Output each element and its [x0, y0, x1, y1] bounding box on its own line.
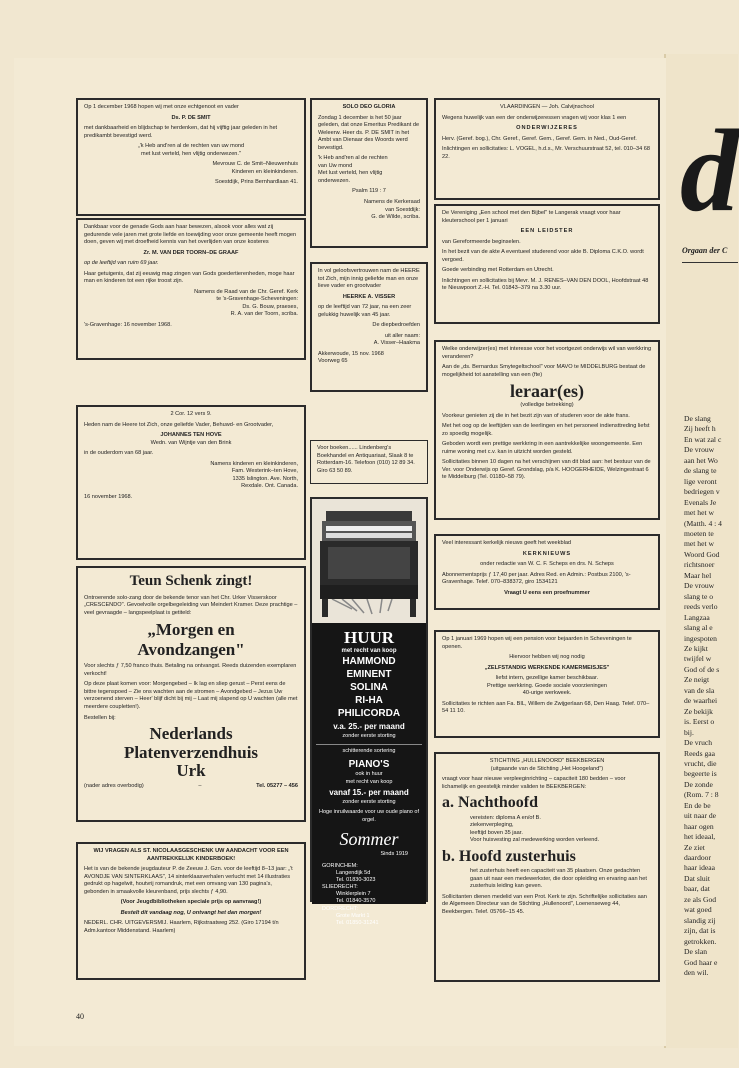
ad5-intro: In vol geloofsvertrouwen nam de HEERE tot Zich, mijn innig geliefde man en onze lieve vader en grootvader [318, 268, 420, 290]
facing-page-line: De vruch [684, 738, 713, 748]
facing-page-line: Ze ziet [684, 842, 705, 852]
ad4-name: Zr. M. VAN DER TOORN–DE GRAAF [143, 249, 239, 256]
ad13-line-2: Prettige werkkring. Goede sociale voorzieningen [486, 682, 608, 689]
ad11-addr-9: Tel. 01850-31241 [336, 919, 379, 926]
ad11-rent-heading: HUUR [343, 628, 395, 647]
ad1-quote-2: met lust verteld, hen vlijtig onderwezen." [141, 150, 241, 157]
ad4-sign-1: Namens de Raad van de Chr. Geref. Kerk [194, 288, 298, 295]
sommer-offer-panel [312, 623, 426, 926]
ad11-trade-in: Hoge inruilwaarde voor uw oude piano of orgel. [319, 809, 419, 823]
ad3-contact: Inlichtingen en sollicitaties: L. VOGEL, h.d.s., Mr. Verschuurstraat 52, tel. 010–34 68 22. [442, 146, 651, 160]
ad11-note-1: zonder eerste storting [342, 732, 396, 739]
ad13-intro: Op 1 januari 1969 hopen wij een pension voor bejaarden in Scheveningen te openen. [442, 636, 632, 650]
ad8-text: Voor boeken...... Lindenberg's Boekhandel en Antiquariaat, Slaak 8 te Rotterdam-16. Telefoon (010) 12 89 34. Giro 63 50 89. [317, 445, 415, 474]
ad1-text: met dankbaarheid en blijdschap te herdenken, dat hij vijftig jaar geleden in het predikambt bevestigd werd. [84, 125, 278, 139]
ad5-sign-1: De diepbedroefden [372, 322, 420, 329]
ad15-a-3: leeftijd boven 35 jaar. [470, 829, 523, 836]
ad10-footer-dash: – [198, 783, 202, 790]
ad10-price: Voor slechts ƒ 7,50 franco thuis. Betaling na ontvangst. Reeds duizenden exemplaren verkocht! [84, 663, 297, 677]
ad15-a-1: vereisten: diploma A en/of B. [470, 814, 541, 821]
ad3-title: VLAARDINGEN — Joh. Calvijnschool [500, 104, 594, 110]
ad4-text: Haar getuigenis, dat zij eeuwig mag zingen van Gods goedertierenheden, moge haar man en kinderen tot een rijke troost zijn. [84, 270, 295, 285]
ad11-brand-philicorda: PHILICORDA [337, 707, 401, 719]
ad5-date: Akkerwoude, 15 nov. 1968 [318, 350, 384, 357]
ad13-need: Hiervoor hebben wij nog nodig [509, 654, 585, 661]
ad2-psalm: Psalm 119 : 7 [352, 188, 386, 195]
ad15-b-1: het zusterhuis heeft een capaciteit van 35 plaatsen. Onze gedachten gaan uit naar een medewerkster, die door opleiding en ervaring aan het zusterhuis leiding kan geven. [470, 868, 647, 890]
facing-page-line: Reeds gaa [684, 748, 715, 758]
facing-page-line: bij. [684, 727, 694, 737]
ad1-quote-1: „'k Heb and'ren al de rechten van uw mond [137, 143, 245, 150]
ad11-brand-solina: SOLINA [350, 681, 388, 693]
ad7-verse: 2 Cor. 12 vers 9. [170, 411, 212, 417]
facing-page-line: slandig zij [684, 915, 716, 925]
facing-page-line: uit naar de [684, 811, 717, 821]
ad7-intro: Heden nam de Heere tot Zich, onze geliefde Vader, Behuwd- en Grootvader, [84, 421, 274, 428]
ad13-apply: Sollicitaties te richten aan Fa. BIL, Willem de Zwijgerlaan 68, Den Haag. Telef. 070–54 11 10. [442, 700, 650, 715]
sommer-organ-ad [310, 497, 428, 926]
facing-page-line: lige veront [684, 476, 717, 486]
ad11-addr-2: Langendijk 5d [336, 869, 371, 876]
ad15-heading-a: a. Nachthoofd [442, 794, 539, 812]
ad10-album-title-1: „Morgen en [147, 620, 235, 640]
facing-page-line: haar ogen [684, 821, 714, 831]
ad6-principles: van Gereformeerde beginselen. [442, 238, 521, 245]
ad9-heading: leraar(es) [510, 381, 584, 402]
ad9-intro: Welke onderwijzer(es) met interesse voor het voortgezet onderwijs wil van werkkring veranderen? [442, 346, 652, 360]
ad11-addr-7: DORDRECHT: [322, 905, 359, 912]
ad10-intro: Ontroerende solo-zang door de bekende tenor van het Chr. Urker Visserskoor „CRESCENDO". Gevoelvolle orgelbegeleiding van Meindert Kramer. Deze prachtige – veel gevraagde – langspeelplaat is getiteld: [84, 594, 298, 616]
ad7-subname: Wedn. van Wijntje van den Brink [150, 439, 232, 446]
ad6-contact: Inlichtingen en sollicitaties bij Mevr. M. J. RENES–VAN DEN DOOL, Hoofdstraat 48 te Nieuwpoort Z.-H. Tel. 01843–379 na 3.30 uur. [442, 277, 649, 292]
ad15-section-b [442, 868, 652, 891]
ad9-apply: Sollicitaties binnen 10 dagen na het verschijnen van dit blad aan: het bestuur van de Ver. voor Onderwijs op Geref. Grondslag, p/a K. HOOGERHEIDE, Welzingestraat 6 te Middelburg (Tel. 01180–58 79). [442, 459, 651, 481]
facing-page-line: Zij heeft h [684, 424, 716, 434]
facing-page-line: Ze bekijk [684, 706, 713, 716]
ad12-editors: onder redactie van W. C. F. Scheps en drs. N. Scheps [480, 561, 614, 568]
ad9-start: Met het oog op de leeftijden van de leerlingen en het personeel indiensttreding liefst zo spoedig mogelijk. [442, 423, 650, 437]
facing-page-masthead-letter: d [680, 105, 739, 236]
ad15-apply: Sollicitanten dienen medelid van een Prot. Kerk te zijn. Schriftelijke sollicitaties aan de Algemeen Directeur van de Stichting „Hullenoord", Loenenseweg 44, Beekbergen. Telef. 05766–15 45. [442, 893, 647, 915]
ad7-sign-2: Fam. Westerink–ten Hove, [231, 468, 298, 475]
ad11-brand-riha: RI-HA [355, 694, 383, 706]
ad15-subtitle: (uitgaande van de Stichting „Het Hoogeland") [490, 765, 604, 772]
ad14-order: Bestelt dit vandaag nog, U ontvangt het dan morgen! [120, 909, 262, 916]
facing-page-line: slang te o [684, 591, 714, 601]
ad15-section-a [442, 815, 652, 845]
facing-page-line: ingespoten [684, 633, 717, 643]
ad14-publisher: NEDERL. CHR. UITGEVERSMIJ. Haarlem, Rijkstraatweg 252. (Giro 17194 t/n Adm.kantoor Middenstand. Haarlem) [84, 920, 279, 934]
death-notice-visser [310, 262, 428, 392]
ad5-sign-2: uit aller naam: [384, 332, 420, 339]
facing-page-column [684, 414, 738, 978]
ad11-brand-hammond: HAMMOND [342, 655, 396, 667]
ad4-date: 's-Gravenhage: 16 november 1968. [84, 322, 172, 329]
ad2-quote-2: van Uw mond [318, 162, 353, 169]
ad5-sign-3: A. Visser–Haakma [373, 340, 420, 347]
ad3-denominations: Herv. (Geref. bog.), Chr. Geref., Geref. Gem., Geref. Gem. in Ned., Oud-Geref. [442, 135, 637, 142]
ad4-age: op de leeftijd van ruim 69 jaar. [84, 260, 159, 267]
ad15-heading-b: b. Hoofd zusterhuis [442, 847, 576, 865]
ad10-footer [84, 783, 298, 791]
ad13-line-1: liefst intern, gezellige kamer beschikbaar. [495, 675, 599, 682]
facing-page-line: moeten te [684, 528, 714, 538]
ad10-title: Teun Schenk zingt! [129, 573, 253, 589]
facing-page-line: het ideaal, [684, 832, 716, 842]
ad4-sign-3: Ds. G. Bouw, praeses, [242, 303, 298, 310]
facing-page-line: de slang te [684, 466, 717, 476]
ad4-sign-2: te 's-Gravenhage-Scheveningen: [216, 296, 298, 303]
facing-page-line: reeds verlo [684, 602, 718, 612]
facing-page-line: De slang [684, 414, 711, 423]
facing-page-line: En wat zal c [684, 434, 722, 444]
ad7-sign-1: Namens kinderen en kleinkinderen, [210, 460, 298, 467]
ad7-date: 16 november 1968. [84, 493, 133, 500]
facing-page-line: De vrouw [684, 581, 715, 591]
facing-page-line: bedriegen v [684, 487, 720, 497]
ad15-intro: vraagt voor haar nieuwe verpleeginrichting – capaciteit 180 bedden – voor lichamelijk en geestelijk minder validen te BEEKBERGEN: [442, 776, 626, 790]
ad1-sign-2: Kinderen en kleinkinderen. [231, 168, 298, 175]
facing-page-line: vrucht, die [684, 758, 717, 768]
ad10-company-1: Nederlands [149, 724, 233, 744]
facing-page-line: getrokken. [684, 936, 717, 946]
ad10-order: Bestellen bij: [84, 714, 116, 721]
facing-page-line: baar, dat [684, 884, 710, 894]
ad15-a-4: Voor huisvesting zal medewerking worden verleend. [470, 837, 600, 844]
facing-page-line: De slan [684, 947, 707, 957]
ad10-footer-left: (nader adres overbodig) [84, 783, 144, 790]
ad6-heading: EEN LEIDSTER [520, 228, 574, 235]
facing-page-line: haar ideaa [684, 863, 715, 873]
facing-page-line: begeerte is [684, 769, 717, 779]
ad4-sign-4: R. A. van der Toorn, scriba. [230, 311, 298, 318]
ad15-a-2: ziekenverpleging, [470, 822, 514, 829]
ad2-quote-1: 'k Heb and'ren al de rechten [318, 155, 388, 162]
ad11-addresses [316, 863, 422, 927]
ad11-addr-8: Grote Markt 1 [336, 912, 370, 919]
facing-page-line: de waarhei [684, 696, 718, 706]
facing-page-line: God haar e [684, 957, 718, 967]
sinterklaas-book-ad [76, 842, 306, 980]
ad13-heading: „ZELFSTANDIG WERKENDE KAMERMEISJES" [484, 664, 610, 671]
facing-page-line: Langzaa [684, 612, 710, 622]
facing-page-line: wat goed [684, 905, 712, 915]
facing-page-line: De vrouw [684, 445, 715, 455]
ad11-brand-eminent: EMINENT [346, 668, 392, 680]
ad11-pianos: PIANO'S [348, 758, 390, 770]
kerknieuws-ad [434, 534, 660, 610]
ad7-sign-3: 1335 Islington. Ave. North, [232, 475, 298, 482]
solo-deo-gloria-ad [310, 98, 428, 248]
ad11-piano-1: ook in huur [355, 771, 383, 778]
facing-page-line: met het w [684, 539, 714, 549]
ad5-name: HEERKE A. VISSER [342, 293, 396, 300]
scheveningen-pension-ad [434, 630, 660, 738]
ad2-sign-2: van Soestdijk: [385, 206, 420, 213]
facing-page-line: Maar hel [684, 570, 712, 580]
ad10-album-title-2: Avondzangen" [137, 639, 245, 659]
ad3-intro: Wegens huwelijk van een der onderwijzeressen vragen wij voor klas 1 een [442, 114, 627, 121]
ad2-title: SOLO DEO GLORIA [342, 104, 396, 110]
ad11-rent-sub: met recht van koop [341, 647, 397, 654]
ad13-line-3: 40-urige werkweek. [522, 690, 572, 697]
ad12-trial: Vraagt U eens een proefnummer [504, 589, 590, 596]
ad11-note-2: zonder eerste storting [342, 798, 396, 805]
langerak-school-ad [434, 204, 660, 324]
death-notice-ten-hove [76, 405, 306, 560]
ad1-intro: Op 1 december 1968 hopen wij met onze echtgenoot en vader [84, 104, 239, 110]
facing-page-line: Ze neigt [684, 675, 710, 685]
ad1-address: Soestdijk, Prins Bernhardlaan 41. [214, 179, 298, 186]
ad11-addr-5: Winklerplein 7 [336, 891, 371, 898]
page-number: 40 [76, 1012, 84, 1021]
bookshop-ad [310, 440, 428, 484]
facing-page-line: (Matth. 4 : 4 [684, 518, 722, 528]
facing-page-line: slang al e [684, 623, 713, 633]
ad1-name: Ds. P. DE SMIT [171, 114, 211, 121]
facing-page-line: zijn, dat is [684, 926, 716, 936]
ad14-library: (Voor Jeugdbibliotheken speciale prijs op aanvraag!) [120, 899, 262, 906]
hullenoord-foundation-ad [434, 752, 660, 982]
facing-page-line: is. Eerst o [684, 717, 715, 727]
facing-page-line: God of de s [684, 664, 720, 674]
ad6-requirements: In het bezit van de akte A eventueel studerend voor akte B. Diploma C.K.O. wordt vergoed. [442, 249, 644, 263]
ad2-quote-3: Met lust verteld, hen vlijtig [318, 170, 383, 177]
ad4-intro: Dankbaar voor de genade Gods aan haar bewezen, alsook voor alles wat zij gedurende vele jaren met grote liefde en toewijding voor onze gemeente heeft mogen doen, geven wij met droefheid kennis van het overlijden van onze kosteres [84, 224, 297, 246]
facing-page-line: Ze kijkt [684, 643, 708, 653]
ad9-subheading: (volledige betrekking) [520, 401, 574, 408]
ad10-company-2: Platenverzendhuis [123, 742, 259, 762]
middelburg-teacher-ad [434, 340, 660, 520]
ad12-intro: Veel interessant kerkelijk nieuws geeft het weekblad [442, 540, 572, 546]
facing-page-line: richtsnoer [684, 560, 715, 570]
facing-page-line: Evenals Je [684, 497, 717, 507]
ad6-intro: De Vereniging „Een school met den Bijbel" te Langerak vraagt voor haar kleuterschool per 1 januari [442, 210, 621, 224]
facing-page-line: aan het Wo [684, 455, 718, 465]
ad2-body: Zondag 1 december is het 50 jaar geleden, dat onze Emeritus Predikant de Weleerw. Heer ds. P. DE SMIT in het Ambt van Dienaar des Woords werd bevestigd. [318, 114, 420, 151]
facing-page-line: van de sla [684, 685, 715, 695]
ad11-since: Sinds 1919 [380, 851, 408, 858]
facing-page-rule [682, 262, 738, 263]
facing-page-line: Woord God [684, 549, 720, 559]
ad7-name: JOHANNES TEN HOVE [160, 432, 222, 439]
ad11-choice: schitterende sortering [316, 744, 422, 755]
ad11-addr-6: Tel. 01840-3570 [336, 898, 376, 905]
facing-page-line: den wil. [684, 968, 709, 978]
ad9-school: Aan de „ds. Bernardus Smytegeltschool" voor MAVO te MIDDELBURG bestaat de mogelijkheid tot aanstelling van een (fte) [442, 364, 646, 378]
ad9-preference: Voorkeur genieten zij die in het bezit zijn van of studeren voor de akte frans. [442, 412, 630, 419]
ad11-price-2: vanaf 15.- per maand [329, 787, 409, 797]
organ-illustration [312, 499, 426, 623]
ad12-subscription: Abonnementsprijs ƒ 17,40 per jaar. Adres Red. en Admin.: Postbus 2100, 's-Gravenhage. Telef. 070–838372, giro 1534121 [442, 571, 631, 586]
facing-page-line: (Rom. 7 : 8 [684, 790, 719, 800]
ad10-footer-phone: Tel. 05277 – 456 [256, 783, 298, 790]
ad15-title: STICHTING „HULLENOORD" BEEKBERGEN [489, 758, 605, 764]
organ-photo [312, 499, 426, 623]
jubilee-announcement-ad [76, 98, 306, 216]
ad2-sign-1: Namens de Kerkeraad [364, 199, 420, 206]
facing-page-line: twijfel w [684, 654, 712, 664]
ad11-addr-1: GORINCHEM: [322, 862, 358, 869]
ad11-addr-3: Tel. 01830-3023 [336, 876, 376, 883]
ad12-title: KERKNIEUWS [522, 550, 572, 557]
facing-page-line: ze als God [684, 894, 717, 904]
ad14-heading: WIJ VRAGEN ALS ST. NICOLAASGESCHENK UW AANDACHT VOOR EEN AANTREKKELIJK KINDERBOEK! [93, 848, 289, 862]
ad11-piano-2: met recht van koop [345, 778, 393, 785]
ad5-age: op de leeftijd van 72 jaar, na een zeer gelukkig huwelijk van 45 jaar. [318, 304, 412, 318]
ad10-company-3: Urk [176, 761, 206, 781]
facing-page-line: En de be [684, 800, 711, 810]
ad11-price-1: v.a. 25.- per maand [333, 721, 405, 731]
ad7-sign-4: Rexdale. Ont. Canada. [241, 483, 298, 490]
facing-page-line: De zonde [684, 779, 713, 789]
ad7-age: in de ouderdom van 68 jaar. [84, 450, 154, 457]
ad2-sign-3: G. de Wilde, scriba. [371, 214, 420, 221]
teun-schenk-record-ad [76, 566, 306, 822]
ad10-tracks: Op deze plaat komen voor: Morgengebed – Ik lag en sliep gerust – Perst eens de bittre tegenspoed – Zie ons wachten aan de stromen – Avondgebed – Jezus Uw verzoenend sterven – Heer' blijf dicht bij mij – Laat mij slapend op U wachten (alle met meerdere coupletten!). [84, 681, 298, 710]
ad2-quote-4: onderwezen. [318, 177, 351, 184]
ad9-offer: Geboden wordt een prettige werkkring in een aantrekkelijke woongemeente. Een ruime woning met c.v. kan in uitzicht worden gesteld. [442, 441, 643, 455]
ad1-sign-1: Mevrouw C. de Smit–Nieuwenhuis [212, 161, 298, 168]
facing-page-line: daardoor [684, 853, 711, 863]
ad3-heading: ONDERWIJZERES [516, 125, 578, 132]
facing-page-line: met het w [684, 508, 714, 518]
facing-page-organ-line: Orgaan der C [682, 246, 728, 255]
ad11-brand-sommer: Sommer [339, 828, 399, 849]
ad14-description: Het is van de bekende jeugdauteur P. de Zeeuw J. Gzn. voor de leeftijd 8–13 jaar: „'t AVONDJE VAN SINTERKLAAS", 14 sinterklaasverhalen verlucht met 14 illustraties gedrukt op hagelwit, houtvrij romandruk, met een omvang van 130 pagina's, gebonden in smaakvolle kleurenband, prijs slechts ƒ 4,90. [84, 866, 293, 895]
ad6-transport: Goede verbinding met Rotterdam en Utrecht. [442, 267, 554, 274]
death-notice-van-der-toorn [76, 218, 306, 360]
facing-page-line: Dat sluit [684, 873, 710, 883]
vlaardingen-school-ad [434, 98, 660, 200]
ad11-addr-4: SLIEDRECHT: [322, 884, 358, 891]
ad5-address: Voorweg 65 [318, 358, 348, 365]
